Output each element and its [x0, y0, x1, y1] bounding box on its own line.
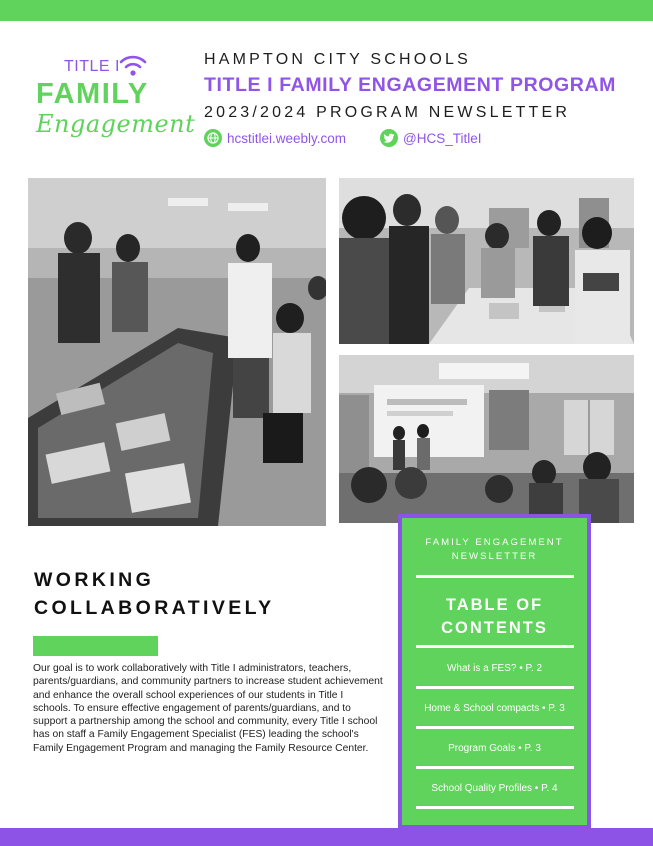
twitter-link[interactable]	[380, 129, 481, 147]
toc-divider	[416, 806, 574, 809]
section-heading-line1: WORKING	[34, 569, 155, 591]
table-of-contents-box	[398, 514, 591, 829]
website-url: hcstitlei.weebly.com	[227, 130, 347, 146]
toc-item-compacts[interactable]: Home & School compacts • P. 3	[424, 703, 565, 714]
toc-item-program-goals[interactable]: Program Goals • P. 3	[448, 743, 541, 754]
logo-engagement-script: Engagement	[36, 110, 196, 138]
section-accent-bar	[33, 636, 158, 656]
toc-item-quality-profiles[interactable]: School Quality Profiles • P. 4	[431, 783, 558, 794]
newsletter-year: 2023/2024 PROGRAM NEWSLETTER	[204, 104, 571, 121]
section-body-paragraph: Our goal is to work collaboratively with Title I administrators, teachers, parents/guardians, and community partners to increase student achievement and enhance the overall school experiences of our students in Title I schools. To ensure effective engagement of parents/guardians, and to support a partnership among the school and community, every Title I school has on staff a Family Engagement Specialist (FES) leading the school's Family Engagement Program and managing the Family Resource Center.	[33, 663, 383, 754]
logo-title-i-text: TITLE I	[64, 58, 120, 75]
toc-item-what-is-fes[interactable]: What is a FES? • P. 2	[446, 663, 543, 674]
program-title: TITLE I FAMILY ENGAGEMENT PROGRAM	[204, 74, 616, 96]
photo-group-activity	[339, 178, 634, 344]
toc-divider	[416, 726, 574, 729]
website-link[interactable]	[204, 129, 346, 147]
title-i-family-engagement-logo	[30, 48, 195, 148]
photo-resource-table-event	[28, 178, 326, 526]
section-heading-line2: COLLABORATIVELY	[34, 597, 275, 619]
toc-divider	[416, 645, 574, 648]
photo-meeting-presentation	[339, 355, 634, 523]
wifi-signal-icon	[118, 52, 148, 78]
top-accent-bar	[0, 0, 653, 21]
toc-divider	[416, 575, 574, 578]
twitter-bird-icon	[380, 129, 398, 147]
toc-divider	[416, 766, 574, 769]
section-heading	[34, 566, 364, 622]
toc-title	[402, 594, 587, 640]
toc-divider	[416, 686, 574, 689]
twitter-handle: @HCS_TitleI	[403, 130, 482, 146]
logo-family-text: FAMILY	[36, 78, 149, 110]
toc-kicker: FAMILY ENGAGEMENT NEWSLETTER	[425, 537, 564, 562]
globe-icon	[204, 129, 222, 147]
toc-title-line1: TABLE OF	[445, 596, 544, 614]
school-district-name: HAMPTON CITY SCHOOLS	[204, 51, 471, 68]
toc-title-line2: CONTENTS	[441, 619, 548, 637]
bottom-accent-bar	[0, 828, 653, 846]
